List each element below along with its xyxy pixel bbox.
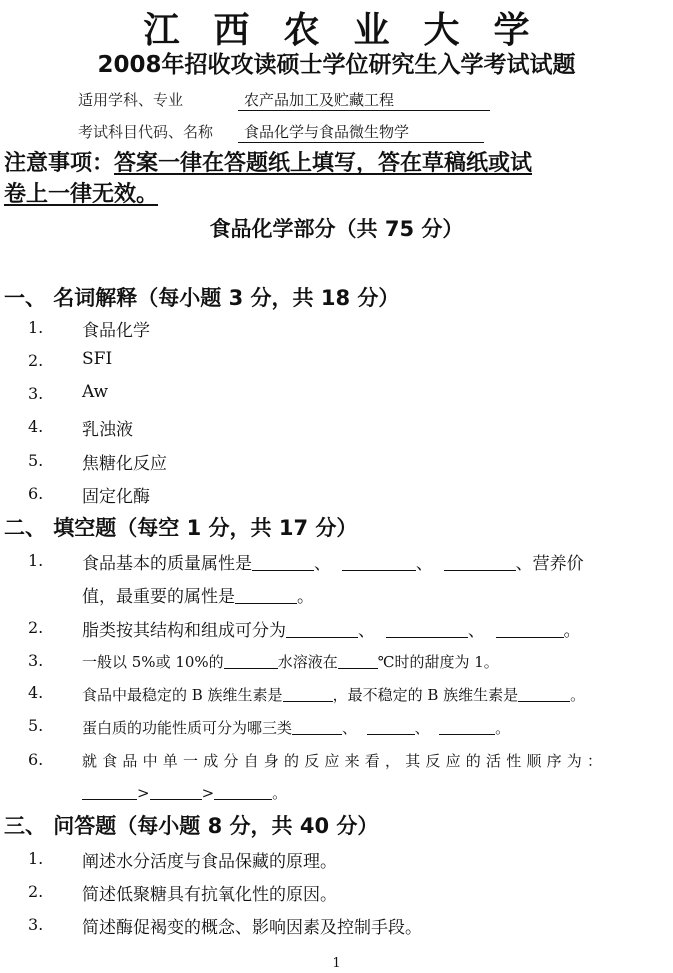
s2-item-6-text-cont — [82, 782, 287, 803]
s2-item-5-text — [82, 717, 510, 738]
s1-item-2-text: SFI — [82, 349, 113, 369]
text-segment: 。 — [297, 587, 314, 607]
s2-item-1-text — [82, 549, 584, 574]
s2-item-2-text — [82, 616, 581, 641]
s1-item-6-num: 6. — [28, 484, 44, 503]
text-segment: 、 — [314, 554, 331, 574]
section-1-title: 一、 名词解释（每小题 3 分，共 18 分） — [4, 286, 400, 310]
s1-item-1-num: 1. — [28, 318, 44, 337]
text-segment: 、 — [415, 554, 433, 574]
s1-item-2-num: 2. — [28, 351, 44, 370]
notice-text-1: 答案一律在答题纸上填写，答在草稿纸或试 — [114, 151, 533, 176]
text-segment: 。 — [563, 621, 581, 641]
text-segment: ，最不稳定的 B 族维生素是 — [332, 686, 519, 704]
notice-label: 注意事项： — [4, 151, 115, 176]
answer-blank — [235, 586, 297, 604]
discipline-label: 适用学科、专业 — [78, 91, 184, 109]
text-segment: 水溶液在 — [277, 653, 338, 671]
s2-item-5-num: 5. — [28, 716, 44, 735]
text-segment: 、 — [358, 621, 375, 641]
text-segment: 、 — [342, 719, 358, 737]
text-segment: 脂类按其结构和组成可分为 — [82, 621, 286, 641]
notice-line-2 — [4, 177, 158, 208]
section-2-title: 二、 填空题（每空 1 分，共 17 分） — [4, 516, 358, 540]
s2-item-1-num: 1. — [28, 551, 44, 570]
s3-item-1-num: 1. — [28, 849, 44, 868]
s2-item-4-text — [82, 684, 585, 705]
s2-item-6-text: 就食品中单一成分自身的反应来看，其反应的活性顺序为： — [82, 752, 608, 770]
subject-label: 考试科目代码、名称 — [78, 123, 214, 141]
answer-blank — [82, 784, 137, 800]
answer-blank — [367, 719, 415, 735]
text-segment: 、 — [414, 719, 430, 737]
text-segment: 、营养价 — [515, 554, 584, 574]
s2-item-1-text-cont — [82, 582, 314, 607]
answer-blank — [496, 620, 564, 638]
text-segment: > — [201, 784, 215, 802]
s1-item-1-text: 食品化学 — [82, 321, 150, 341]
page-number: 1 — [332, 956, 341, 971]
s1-item-5-num: 5. — [28, 451, 44, 470]
answer-blank — [252, 553, 314, 571]
text-segment: 蛋白质的功能性质可分为哪三类 — [82, 719, 293, 737]
s1-item-3-num: 3. — [28, 384, 44, 403]
discipline-value: 农产品加工及贮藏工程 — [238, 89, 490, 111]
answer-blank — [518, 686, 570, 702]
section-3-title: 三、 问答题（每小题 8 分，共 40 分） — [4, 814, 379, 838]
text-segment: ℃时的甜度为 1。 — [377, 653, 499, 671]
university-name: 江西农业大学 — [143, 10, 564, 51]
exam-title: 2008年招收攻读硕士学位研究生入学考试试题 — [97, 52, 576, 78]
text-segment: 食品中最稳定的 B 族维生素是 — [82, 686, 283, 704]
subject-value: 食品化学与食品微生物学 — [238, 121, 484, 143]
answer-blank — [283, 686, 333, 702]
answer-blank — [214, 784, 272, 800]
s2-item-3-num: 3. — [28, 651, 44, 670]
answer-blank — [286, 620, 358, 638]
text-segment: 食品基本的质量属性是 — [82, 554, 252, 574]
text-segment: 。 — [570, 686, 586, 704]
notice-line-1 — [4, 146, 532, 177]
answer-blank — [444, 553, 516, 571]
s1-item-6-text: 固定化酶 — [82, 487, 150, 507]
s3-item-1-text: 阐述水分活度与食品保藏的原理。 — [82, 852, 337, 872]
text-segment: 值，最重要的属性是 — [82, 587, 235, 607]
s2-item-6-num: 6. — [28, 750, 44, 769]
s1-item-4-text: 乳浊液 — [82, 420, 133, 440]
text-segment: 。 — [272, 784, 288, 802]
answer-blank — [439, 719, 495, 735]
s2-item-2-num: 2. — [28, 618, 44, 637]
answer-blank — [224, 653, 278, 669]
s2-item-3-text — [82, 651, 499, 672]
answer-blank — [342, 553, 416, 571]
s3-item-2-num: 2. — [28, 882, 44, 901]
text-segment: > — [137, 784, 150, 802]
text-segment: 一般以 5%或 10%的 — [82, 653, 224, 671]
text-segment: 、 — [467, 621, 485, 641]
s3-item-3-num: 3. — [28, 915, 44, 934]
answer-blank — [150, 784, 202, 800]
text-segment: 。 — [495, 719, 511, 737]
s3-item-3-text: 简述酶促褐变的概念、影响因素及控制手段。 — [82, 918, 422, 938]
answer-blank — [292, 719, 342, 735]
s2-item-4-num: 4. — [28, 683, 44, 702]
answer-blank — [386, 620, 468, 638]
s1-item-5-text: 焦糖化反应 — [82, 454, 167, 474]
part-title: 食品化学部分（共 75 分） — [209, 217, 464, 241]
answer-blank — [338, 653, 378, 669]
s3-item-2-text: 简述低聚糖具有抗氧化性的原因。 — [82, 885, 337, 905]
notice-text-2: 卷上一律无效。 — [4, 182, 159, 207]
s1-item-3-text: Aw — [82, 382, 109, 402]
s1-item-4-num: 4. — [28, 417, 44, 436]
